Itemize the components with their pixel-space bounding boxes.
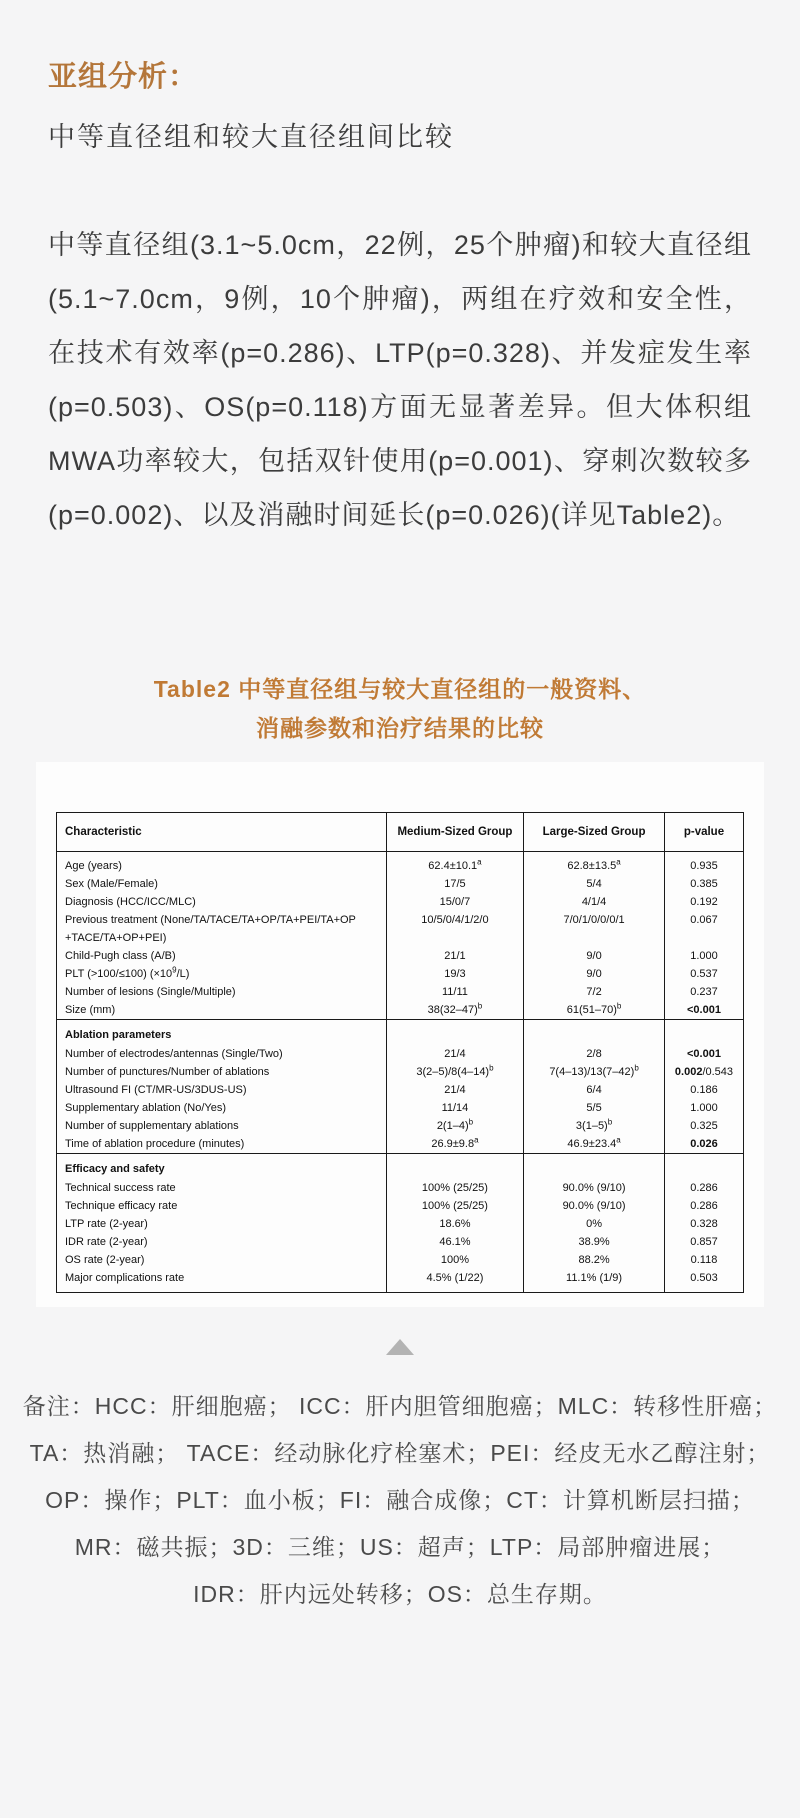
p-value-cell: <0.001 xyxy=(664,1045,743,1063)
section-header-row xyxy=(57,1154,744,1180)
p-value-cell: 0.503 xyxy=(664,1269,743,1293)
p-value-cell: 0.067 xyxy=(664,911,743,947)
medium-group-cell: 11/11 xyxy=(386,983,523,1001)
large-group-cell: 0% xyxy=(524,1215,665,1233)
large-group-cell: 2/8 xyxy=(524,1045,665,1063)
row-label-cell: Diagnosis (HCC/ICC/MLC) xyxy=(65,896,196,908)
medium-group-cell: $2(1-4)^b$ xyxy=(386,1117,523,1135)
section-subheading: 中等直径组和较大直径组间比较 xyxy=(48,122,454,152)
medium-group-cell: 100% (25/25) xyxy=(386,1197,523,1215)
large-group-cell: 90.0% (9/10) xyxy=(524,1179,665,1197)
comparison-table xyxy=(56,812,744,1293)
table-cell xyxy=(386,1154,523,1180)
row-label-cell: IDR rate (2-year) xyxy=(65,1236,148,1248)
large-group-cell: $3(1-5)^b$ xyxy=(524,1117,665,1135)
row-label-cell: Major complications rate xyxy=(65,1272,185,1284)
p-value-cell: <0.001 xyxy=(664,1001,743,1020)
large-group-cell: 62.8±13.5$^a$ xyxy=(524,852,665,876)
table-row xyxy=(57,1215,744,1233)
medium-group-cell: 21/1 xyxy=(386,947,523,965)
large-group-cell: 38.9% xyxy=(524,1233,665,1251)
large-group-cell: 9/0 xyxy=(524,965,665,983)
table-cell xyxy=(524,1154,665,1180)
table-row xyxy=(57,1135,744,1154)
footnote-line: IDR：肝内远处转移；OS：总生存期。 xyxy=(193,1581,607,1607)
table-cell xyxy=(664,1020,743,1046)
row-label-cell: Previous treatment (None/TA/TACE/TA+OP/TA+PEI/TA+OP +TACE/TA+OP+PEI) xyxy=(65,914,356,944)
medium-group-cell: 4.5% (1/22) xyxy=(386,1269,523,1293)
row-label-cell: Supplementary ablation (No/Yes) xyxy=(65,1102,227,1114)
table-title-line2: 消融参数和治疗结果的比较 xyxy=(256,715,544,741)
medium-group-cell: 100% (25/25) xyxy=(386,1179,523,1197)
table-row xyxy=(57,947,744,965)
p-value-cell: 0.118 xyxy=(664,1251,743,1269)
p-value-cell: 0.186 xyxy=(664,1081,743,1099)
column-header: Characteristic xyxy=(57,813,387,852)
table-row xyxy=(57,1045,744,1063)
large-group-cell: 46.9±23.4$^a$ xyxy=(524,1135,665,1154)
section-header-row xyxy=(57,1020,744,1046)
p-value-cell: 0.537 xyxy=(664,965,743,983)
table-row xyxy=(57,965,744,983)
medium-group-cell: 10/5/0/4/1/2/0 xyxy=(386,911,523,947)
table-row xyxy=(57,1251,744,1269)
medium-group-cell: $3(2-5)/8(4-14)^b$ xyxy=(386,1063,523,1081)
medium-group-cell: 21/4 xyxy=(386,1081,523,1099)
large-group-cell: 5/4 xyxy=(524,875,665,893)
row-label-cell: Time of ablation procedure (minutes) xyxy=(65,1138,245,1150)
p-value-cell: 0.192 xyxy=(664,893,743,911)
footnotes xyxy=(20,1383,780,1618)
p-value-cell: 0.002/0.543 xyxy=(664,1063,743,1081)
table-row xyxy=(57,1099,744,1117)
footnote-line: 备注：HCC：肝细胞癌； ICC：肝内胆管细胞癌；MLC：转移性肝癌； xyxy=(22,1393,778,1419)
row-label-cell: Child-Pugh class (A/B) xyxy=(65,950,176,962)
table-row xyxy=(57,893,744,911)
p-value-cell: 0.237 xyxy=(664,983,743,1001)
large-group-cell: 7/0/1/0/0/0/1 xyxy=(524,911,665,947)
row-label-cell: Age (years) xyxy=(65,860,122,872)
body-paragraph: 中等直径组(3.1~5.0cm，22例，25个肿瘤)和较大直径组(5.1~7.0cm，9例，10个肿瘤)，两组在疗效和安全性，在技术有效率(p=0.286)、LTP(p=0.328)、并发症发生率(p=0.503)、OS(p=0.118)方面无显著差异。但大体积组MWA功率较大，包括双针使用(p=0.001)、穿刺次数较多(p=0.002)、以及消融时间延长(p=0.026)(详见Table2)。 xyxy=(48,230,752,530)
medium-group-cell: 19/3 xyxy=(386,965,523,983)
row-label-cell: Size (mm) xyxy=(65,1004,116,1016)
medium-group-cell: 46.1% xyxy=(386,1233,523,1251)
p-value-cell: 0.325 xyxy=(664,1117,743,1135)
table-cell xyxy=(524,1020,665,1046)
table-row xyxy=(57,1081,744,1099)
medium-group-cell: $38(32-47)^b$ xyxy=(386,1001,523,1020)
row-label-cell: OS rate (2-year) xyxy=(65,1254,145,1266)
large-group-cell: $61(51-70)^b$ xyxy=(524,1001,665,1020)
row-label-cell: Technical success rate xyxy=(65,1182,176,1194)
table-body xyxy=(57,852,744,1293)
p-value-cell: 0.286 xyxy=(664,1179,743,1197)
p-value-cell: 0.286 xyxy=(664,1197,743,1215)
table-row xyxy=(57,1269,744,1293)
section-header-cell: Efficacy and safety xyxy=(57,1154,387,1180)
large-group-cell: 88.2% xyxy=(524,1251,665,1269)
table-panel xyxy=(36,762,764,1307)
table-row xyxy=(57,1179,744,1197)
table-title-line1: Table2 中等直径组与较大直径组的一般资料、 xyxy=(153,676,647,702)
medium-group-cell: 15/0/7 xyxy=(386,893,523,911)
table-title xyxy=(0,670,800,748)
row-label-cell: Ultrasound FI (CT/MR-US/3DUS-US) xyxy=(65,1084,247,1096)
table-row xyxy=(57,852,744,876)
section-header-cell: Ablation parameters xyxy=(57,1020,387,1046)
p-value-cell: 1.000 xyxy=(664,1099,743,1117)
medium-group-cell: 18.6% xyxy=(386,1215,523,1233)
section-heading: 亚组分析： xyxy=(48,61,199,93)
table-row xyxy=(57,1233,744,1251)
large-group-cell: 4/1/4 xyxy=(524,893,665,911)
table-row xyxy=(57,1001,744,1020)
medium-group-cell: 100% xyxy=(386,1251,523,1269)
medium-group-cell: 26.9±9.8$^a$ xyxy=(386,1135,523,1154)
collapse-arrow-icon[interactable] xyxy=(386,1339,414,1355)
column-header: Large-Sized Group xyxy=(524,813,665,852)
table-row xyxy=(57,911,744,947)
table-row xyxy=(57,875,744,893)
p-value-cell: 0.328 xyxy=(664,1215,743,1233)
footnote-line: OP：操作；PLT：血小板；FI：融合成像；CT：计算机断层扫描； xyxy=(45,1487,755,1513)
large-group-cell: 9/0 xyxy=(524,947,665,965)
p-value-cell: 0.385 xyxy=(664,875,743,893)
large-group-cell: 7/2 xyxy=(524,983,665,1001)
table-row xyxy=(57,983,744,1001)
table-cell xyxy=(664,1154,743,1180)
footnote-line: MR：磁共振；3D：三维；US：超声；LTP：局部肿瘤进展； xyxy=(74,1534,726,1560)
row-label-cell: Technique efficacy rate xyxy=(65,1200,178,1212)
row-label-cell: Number of punctures/Number of ablations xyxy=(65,1066,270,1078)
p-value-cell: 0.026 xyxy=(664,1135,743,1154)
row-label-cell: Number of lesions (Single/Multiple) xyxy=(65,986,236,998)
p-value-cell: 0.857 xyxy=(664,1233,743,1251)
large-group-cell: 5/5 xyxy=(524,1099,665,1117)
row-label-cell: Number of supplementary ablations xyxy=(65,1120,239,1132)
row-label-cell: LTP rate (2-year) xyxy=(65,1218,148,1230)
large-group-cell: 6/4 xyxy=(524,1081,665,1099)
column-header: p-value xyxy=(664,813,743,852)
row-label-cell: Number of electrodes/antennas (Single/Two) xyxy=(65,1048,283,1060)
p-value-cell: 1.000 xyxy=(664,947,743,965)
footnote-line: TA：热消融； TACE：经动脉化疗栓塞术；PEI：经皮无水乙醇注射； xyxy=(29,1440,771,1466)
table-cell xyxy=(386,1020,523,1046)
large-group-cell: 90.0% (9/10) xyxy=(524,1197,665,1215)
table-head-row xyxy=(57,813,744,852)
p-value-cell: 0.935 xyxy=(664,852,743,876)
table-row xyxy=(57,1197,744,1215)
medium-group-cell: 21/4 xyxy=(386,1045,523,1063)
medium-group-cell: 17/5 xyxy=(386,875,523,893)
table-row xyxy=(57,1117,744,1135)
medium-group-cell: 11/14 xyxy=(386,1099,523,1117)
medium-group-cell: 62.4±10.1$^a$ xyxy=(386,852,523,876)
table-row xyxy=(57,1063,744,1081)
large-group-cell: $7(4-13)/13(7-42)^b$ xyxy=(524,1063,665,1081)
row-label-cell: PLT (>100/≤100) $(\times 10^9/L)$ xyxy=(65,965,190,980)
large-group-cell: 11.1% (1/9) xyxy=(524,1269,665,1293)
row-label-cell: Sex (Male/Female) xyxy=(65,878,158,890)
column-header: Medium-Sized Group xyxy=(386,813,523,852)
